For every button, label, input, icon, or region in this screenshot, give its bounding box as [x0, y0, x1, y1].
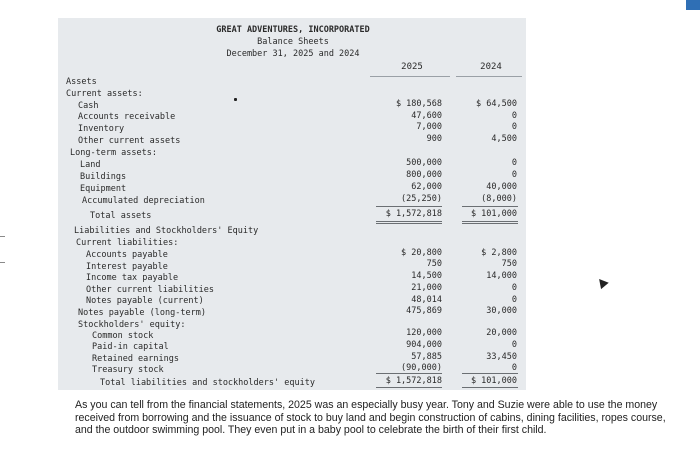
equity-subtotal-rule-2024 — [462, 373, 518, 374]
equipment-2024: 40,000 — [486, 182, 517, 192]
other-current-assets-2024: 4,500 — [491, 134, 517, 144]
bullet-mark — [234, 98, 237, 101]
statement-name: Balance Sheets — [257, 37, 329, 47]
row-label-notes-payable-long-term: Notes payable (long-term) — [78, 308, 206, 318]
total-double-rule-2024 — [462, 223, 518, 224]
buildings-2025: 800,000 — [406, 170, 442, 180]
row-label-paid-in-capital: Paid-in capital — [92, 342, 169, 352]
notes-payable-long-term-2025: 475,869 — [406, 306, 442, 316]
total-assets-2024: $ 101,000 — [470, 209, 517, 219]
row-label-interest-payable: Interest payable — [86, 262, 168, 272]
row-label-equipment: Equipment — [80, 184, 127, 194]
subtotal-rule-2024 — [462, 206, 518, 207]
row-label-income-tax-payable: Income tax payable — [86, 273, 179, 283]
income-tax-payable-2025: 14,500 — [411, 271, 442, 281]
inventory-2024: 0 — [511, 122, 517, 132]
subsection-long-term-assets: Long-term assets: — [70, 148, 157, 158]
treasury-stock-2024: 0 — [511, 363, 517, 373]
common-stock-2024: 20,000 — [486, 328, 517, 338]
row-label-accounts-receivable: Accounts receivable — [78, 112, 176, 122]
row-label-buildings: Buildings — [80, 172, 127, 182]
cash-2024: $ 64,500 — [476, 99, 517, 109]
equipment-2025: 62,000 — [411, 182, 442, 192]
income-tax-payable-2024: 14,000 — [486, 271, 517, 281]
notes-payable-current-2025: 48,014 — [411, 295, 442, 305]
total-assets-2025: $ 1,572,818 — [385, 209, 442, 219]
row-label-retained-earnings: Retained earnings — [92, 354, 179, 364]
header-rule-2024 — [456, 76, 522, 77]
company-name: GREAT ADVENTURES, INCORPORATED — [216, 25, 370, 35]
row-label-cash: Cash — [78, 101, 99, 111]
narrative-paragraph: As you can tell from the financial statements, 2025 was an especially busy year. Tony and Suzie were able to use the money received from borrowing and the issuance of stock to buy land and begin construction of cabins, dining facilities, ropes course, and the outdoor swimming pool. They even put in a baby pool to celebrate the birth of their first child. — [75, 399, 666, 436]
cash-2025: $ 180,568 — [395, 99, 442, 109]
buildings-2024: 0 — [511, 170, 517, 180]
column-header-2025: 2025 — [401, 62, 423, 72]
accounts-receivable-2025: 47,600 — [411, 111, 442, 121]
accumulated-depreciation-2024: (8,000) — [481, 194, 517, 204]
statement-header — [198, 24, 388, 60]
total-double-rule-2025 — [376, 223, 442, 224]
retained-earnings-2025: 57,885 — [411, 352, 442, 362]
total-liabilities-equity-2024: $ 101,000 — [470, 376, 517, 386]
subsection-current-assets: Current assets: — [66, 89, 143, 99]
notes-payable-long-term-2024: 30,000 — [486, 306, 517, 316]
interest-payable-2025: 750 — [426, 259, 442, 269]
row-label-total-liabilities-equity: Total liabilities and stockholders' equity — [100, 378, 315, 388]
notes-payable-current-2024: 0 — [511, 295, 517, 305]
land-2024: 0 — [511, 158, 517, 168]
accumulated-depreciation-2025: (25,250) — [401, 194, 442, 204]
equity-subtotal-rule-2025 — [376, 373, 442, 374]
section-liabilities-equity: Liabilities and Stockholders' Equity — [74, 226, 259, 236]
row-label-common-stock: Common stock — [92, 331, 154, 341]
mouse-pointer-icon — [595, 276, 608, 289]
column-header-2024: 2024 — [480, 62, 502, 72]
row-label-treasury-stock: Treasury stock — [92, 365, 164, 375]
treasury-stock-2025: (90,000) — [401, 363, 442, 373]
subtotal-rule-2025 — [376, 206, 442, 207]
interest-payable-2024: 750 — [501, 259, 517, 269]
accounts-payable-2025: $ 20,800 — [401, 248, 442, 258]
subsection-stockholders-equity: Stockholders' equity: — [78, 320, 186, 330]
margin-mark — [0, 236, 5, 237]
accounts-payable-2024: $ 2,800 — [481, 248, 517, 258]
window-edge — [686, 0, 700, 10]
grand-total-rule-2025 — [376, 387, 442, 388]
row-label-accumulated-depreciation: Accumulated depreciation — [82, 196, 205, 206]
row-label-notes-payable-current: Notes payable (current) — [86, 296, 204, 306]
total-rule-2025 — [376, 221, 442, 222]
subsection-current-liabilities: Current liabilities: — [76, 238, 179, 248]
header-rule-2025 — [370, 76, 450, 77]
paid-in-capital-2025: 904,000 — [406, 340, 442, 350]
accounts-receivable-2024: 0 — [511, 111, 517, 121]
grand-total-rule-2024 — [462, 387, 518, 388]
retained-earnings-2024: 33,450 — [486, 352, 517, 362]
row-label-total-assets: Total assets — [90, 211, 152, 221]
row-label-accounts-payable: Accounts payable — [86, 250, 168, 260]
row-label-other-current-liabilities: Other current liabilities — [86, 285, 214, 295]
inventory-2025: 7,000 — [416, 122, 442, 132]
row-label-land: Land — [80, 160, 101, 170]
section-assets: Assets — [66, 77, 97, 87]
common-stock-2025: 120,000 — [406, 328, 442, 338]
row-label-inventory: Inventory — [78, 124, 125, 134]
statement-dates: December 31, 2025 and 2024 — [226, 49, 360, 59]
other-current-liabilities-2024: 0 — [511, 283, 517, 293]
paid-in-capital-2024: 0 — [511, 340, 517, 350]
total-liabilities-equity-2025: $ 1,572,818 — [385, 376, 442, 386]
other-current-assets-2025: 900 — [426, 134, 442, 144]
land-2025: 500,000 — [406, 158, 442, 168]
row-label-other-current-assets: Other current assets — [78, 136, 181, 146]
margin-mark — [0, 262, 5, 263]
other-current-liabilities-2025: 21,000 — [411, 283, 442, 293]
total-rule-2024 — [462, 221, 518, 222]
